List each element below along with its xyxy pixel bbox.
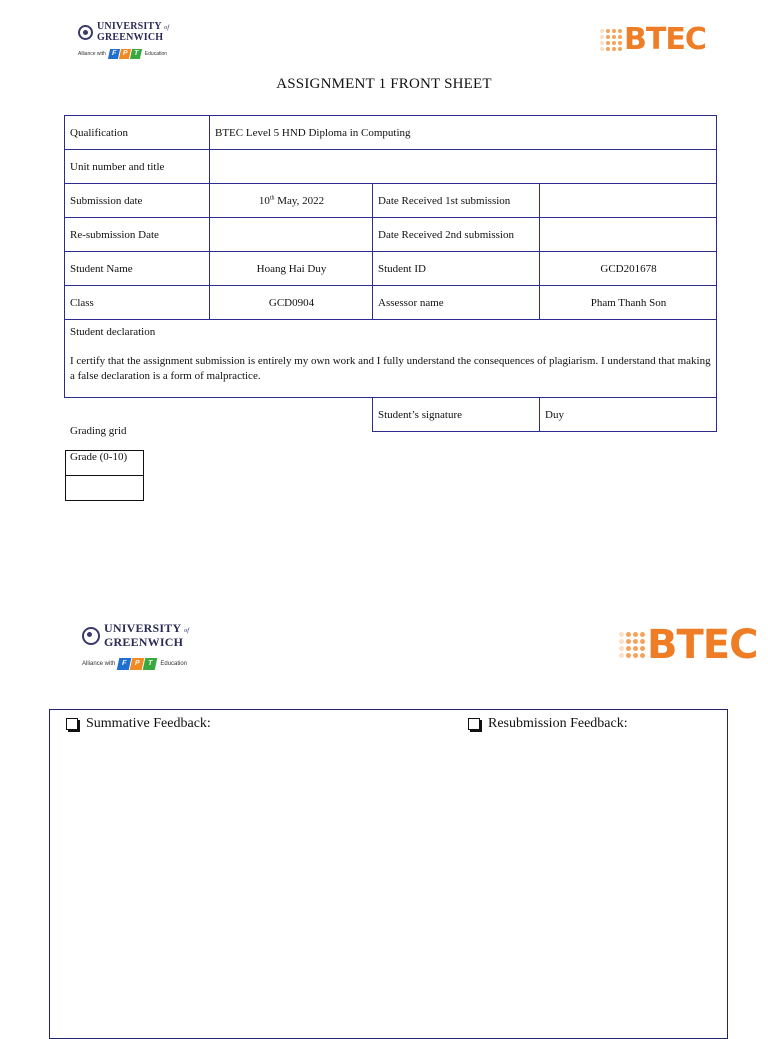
assessor-label: Assessor name — [373, 286, 540, 320]
summative-feedback: Summative Feedback: — [66, 716, 211, 732]
checkbox-icon[interactable] — [468, 718, 480, 730]
grade-table — [65, 450, 144, 501]
university-logo: UNIVERSITY of GREENWICH Alliance with F P T Education — [78, 21, 170, 57]
grade-header: Grade (0-10) — [66, 451, 144, 476]
table-row — [65, 184, 717, 218]
submission-date-value: 10th May, 2022 — [210, 184, 373, 218]
declaration-title: Student declaration — [70, 326, 156, 338]
fpt-logo-icon: F P T — [109, 49, 142, 59]
signature-value: Duy — [540, 398, 717, 432]
declaration-text: I certify that the assignment submission is entirely my own work and I fully understand the consequences of plagiarism. I understand that making a false declaration is a form of malpractice. — [70, 355, 711, 382]
assessor-value: Pham Thanh Son — [540, 286, 717, 320]
university-logo-second: UNIVERSITY of GREENWICH Alliance with F P T Education — [82, 623, 189, 670]
btec-dots-icon — [600, 29, 622, 51]
btec-dots-icon — [619, 632, 645, 658]
btec-logo: BTEC — [600, 22, 706, 57]
table-row — [65, 116, 717, 150]
student-id-value: GCD201678 — [540, 252, 717, 286]
received-second-label: Date Received 2nd submission — [373, 218, 540, 252]
fpt-alliance: Alliance with F P T Education — [82, 658, 189, 670]
university-crest-icon — [78, 25, 93, 40]
qualification-label: Qualification — [65, 116, 210, 150]
table-row — [65, 252, 717, 286]
page-title: ASSIGNMENT 1 FRONT SHEET — [276, 76, 492, 92]
university-crest-icon — [82, 627, 100, 645]
table-row — [65, 150, 717, 184]
student-id-label: Student ID — [373, 252, 540, 286]
front-sheet-table — [64, 115, 717, 432]
submission-date-label: Submission date — [65, 184, 210, 218]
received-second-value — [540, 218, 717, 252]
resubmission-feedback: Resubmission Feedback: — [468, 716, 628, 732]
student-declaration — [65, 320, 717, 398]
resubmission-date-label: Re-submission Date — [65, 218, 210, 252]
table-row — [65, 218, 717, 252]
received-first-label: Date Received 1st submission — [373, 184, 540, 218]
class-label: Class — [65, 286, 210, 320]
fpt-alliance: Alliance with F P T Education — [78, 50, 168, 57]
unit-label: Unit number and title — [65, 150, 210, 184]
student-name-label: Student Name — [65, 252, 210, 286]
table-row — [65, 398, 717, 432]
qualification-value: BTEC Level 5 HND Diploma in Computing — [210, 116, 717, 150]
table-row — [65, 286, 717, 320]
unit-value — [210, 150, 717, 184]
class-value: GCD0904 — [210, 286, 373, 320]
feedback-box — [49, 709, 728, 1039]
resubmission-date-value — [210, 218, 373, 252]
btec-logo-second: BTEC — [619, 622, 757, 668]
checkbox-icon[interactable] — [66, 718, 78, 730]
fpt-logo-icon: F P T — [118, 658, 157, 670]
grading-grid-label: Grading grid — [70, 425, 127, 437]
table-row — [65, 320, 717, 398]
grade-value — [66, 476, 144, 501]
signature-label: Student’s signature — [373, 398, 540, 432]
student-name-value: Hoang Hai Duy — [210, 252, 373, 286]
received-first-value — [540, 184, 717, 218]
